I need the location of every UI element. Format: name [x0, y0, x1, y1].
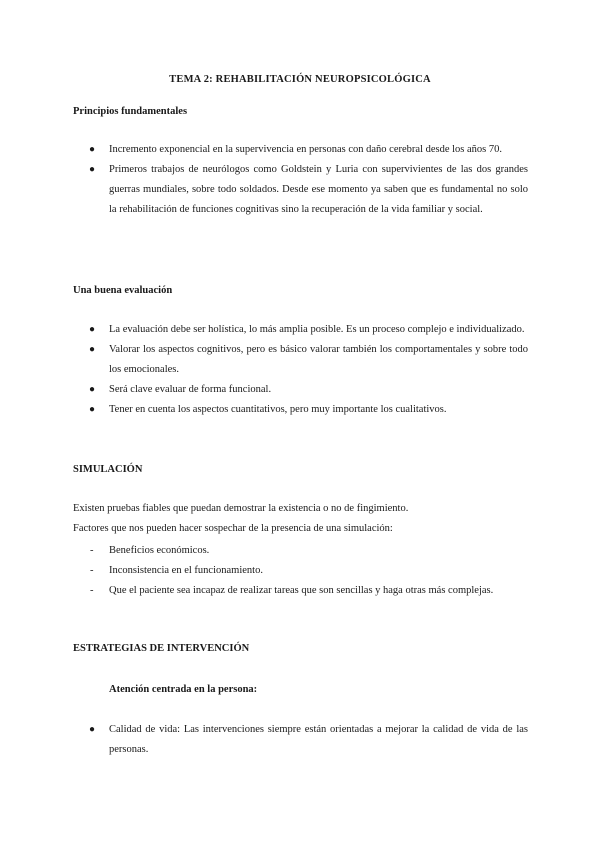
dash-marker: -	[90, 565, 94, 576]
list-item-text: La evaluación debe ser holística, lo más amplia posible. Es un proceso complejo e individualizado.	[109, 324, 525, 335]
list-item	[73, 720, 528, 760]
list-item	[73, 581, 528, 601]
dash-marker: -	[90, 585, 94, 596]
list-item	[73, 320, 528, 340]
list-item	[73, 400, 528, 420]
section-heading-estrategias: ESTRATEGIAS DE INTERVENCIÓN	[73, 643, 250, 654]
list-item-text: Calidad de vida: Las intervenciones siempre están orientadas a mejorar la calidad de vida de las personas.	[109, 724, 528, 755]
section-heading-principios: Principios fundamentales	[73, 106, 188, 117]
evaluacion-list	[73, 320, 528, 420]
bullet-marker: ●	[89, 144, 96, 155]
list-item-text: Inconsistencia en el funcionamiento.	[109, 565, 263, 576]
section-heading-simulacion: SIMULACIÓN	[73, 464, 143, 475]
section-heading-evaluacion: Una buena evaluación	[73, 285, 173, 296]
list-item-text: Primeros trabajos de neurólogos como Goldstein y Luria con supervivientes de las dos grandes guerras mundiales, sobre todo soldados. Desde ese momento ya saben que es fundamental no solo la rehabilitación de funciones cognitivas sino la recuperación de la vida familiar y social.	[109, 164, 528, 215]
list-item-text: Que el paciente sea incapaz de realizar tareas que son sencillas y haga otras más complejas.	[109, 585, 494, 596]
list-item-text: Valorar los aspectos cognitivos, pero es básico valorar también los comportamentales y sobre todo los emocionales.	[109, 344, 528, 375]
bullet-marker: ●	[89, 324, 96, 335]
bullet-marker: ●	[89, 384, 96, 395]
list-item	[73, 160, 528, 220]
subheading-atencion: Atención centrada en la persona:	[109, 684, 258, 695]
list-item	[73, 561, 528, 581]
simulacion-paragraph-1: Existen pruebas fiables que puedan demostrar la existencia o no de fingimiento.	[73, 503, 409, 514]
bullet-marker: ●	[89, 164, 96, 175]
document-title: TEMA 2: REHABILITACIÓN NEUROPSICOLÓGICA	[169, 74, 431, 85]
simulacion-list	[73, 541, 528, 601]
principios-list	[73, 140, 528, 220]
list-item-text: Beneficios económicos.	[109, 545, 210, 556]
list-item-text: Será clave evaluar de forma funcional.	[109, 384, 272, 395]
bullet-marker: ●	[89, 724, 96, 735]
list-item-text: Tener en cuenta los aspectos cuantitativos, pero muy importante los cualitativos.	[109, 404, 447, 415]
bullet-marker: ●	[89, 344, 96, 355]
simulacion-paragraph-2: Factores que nos pueden hacer sospechar de la presencia de una simulación:	[73, 523, 393, 534]
list-item	[73, 140, 528, 160]
estrategias-list	[73, 720, 528, 760]
list-item	[73, 340, 528, 380]
list-item	[73, 380, 528, 400]
list-item-text: Incremento exponencial en la supervivencia en personas con daño cerebral desde los años 70.	[109, 144, 503, 155]
list-item	[73, 541, 528, 561]
bullet-marker: ●	[89, 404, 96, 415]
dash-marker: -	[90, 545, 94, 556]
